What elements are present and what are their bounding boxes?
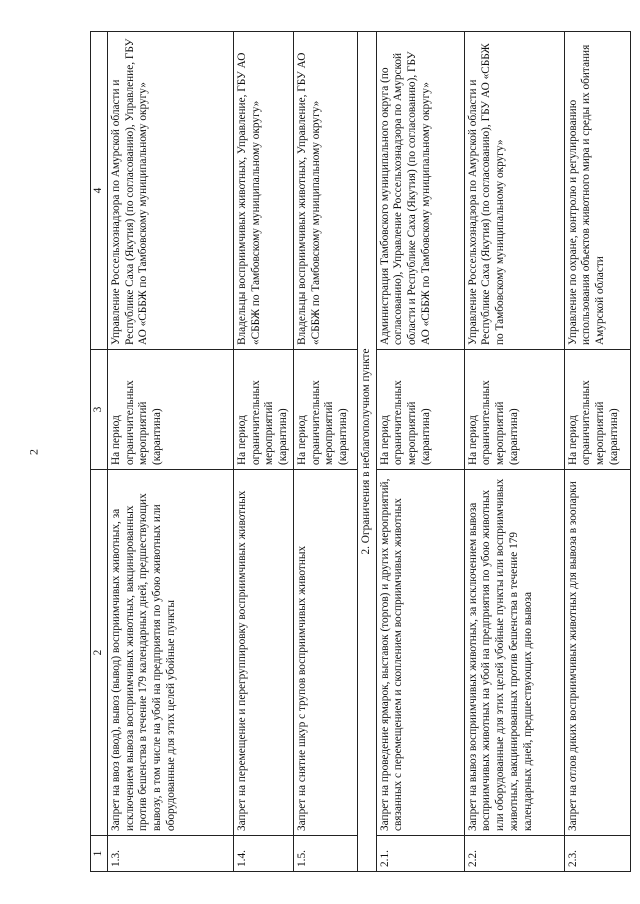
- row-number: 2.2.: [464, 836, 564, 872]
- measure-cell: Запрет на снятие шкур с трупов восприимчивых животных: [293, 470, 357, 836]
- header-cell-period: 3: [91, 350, 108, 470]
- period-cell: На период ограничительных мероприятий (карантина): [233, 350, 293, 470]
- table-row: [464, 32, 564, 872]
- period-cell: На период ограничительных мероприятий (карантина): [464, 350, 564, 470]
- measures-table: [90, 31, 631, 872]
- header-cell-measure: 2: [91, 470, 108, 836]
- period-cell: На период ограничительных мероприятий (карантина): [376, 350, 464, 470]
- measure-cell: Запрет на вывоз восприимчивых животных, за исключением вывоза восприимчивых животных на убой на предприятия по убою животных или оборудованные для этих целей убойные пункты или восприимчивых животных, вакцинированных против бешенства в течение 179 календарных дней, предшествующих дню вывоза: [464, 470, 564, 836]
- rotated-table-container: [90, 32, 630, 872]
- section-title: 2. Ограничения в неблагополучном пункте: [357, 32, 376, 872]
- period-cell: На период ограничительных мероприятий (карантина): [564, 350, 630, 470]
- table-row: [233, 32, 293, 872]
- table-row: [293, 32, 357, 872]
- table-row: [376, 32, 464, 872]
- row-number: 2.3.: [564, 836, 630, 872]
- period-cell: На период ограничительных мероприятий (карантина): [107, 350, 233, 470]
- responsible-cell: Администрация Тамбовского муниципального округа (по согласованию), Управление Россельхознадзора по Амурской области и Республике Саха (Якутия) (по согласованию), ГБУ АО «СББЖ по Тамбовскому муниципальному округу»: [376, 32, 464, 350]
- responsible-cell: Управление Россельхознадзора по Амурской области и Республике Саха (Якутия) (по согласованию), Управление, ГБУ АО «СББЖ по Тамбовскому муниципальному округу»: [107, 32, 233, 350]
- row-number: 1.4.: [233, 836, 293, 872]
- table-row: [564, 32, 630, 872]
- row-number: 1.3.: [107, 836, 233, 872]
- measure-cell: Запрет на проведение ярмарок, выставок (торгов) и других мероприятий, связанных с перемещением и скоплением восприимчивых животных: [376, 470, 464, 836]
- measure-cell: Запрет на перемещение и перегруппировку восприимчивых животных: [233, 470, 293, 836]
- header-cell-responsible: 4: [91, 32, 108, 350]
- measure-cell: Запрет на отлов диких восприимчивых животных для вывоза в зоопарки: [564, 470, 630, 836]
- responsible-cell: Владельцы восприимчивых животных, Управление, ГБУ АО «СББЖ по Тамбовскому муниципальному округу»: [293, 32, 357, 350]
- section-row: [357, 32, 376, 872]
- row-number: 2.1.: [376, 836, 464, 872]
- responsible-cell: Управление по охране, контролю и регулированию использования объектов животного мира и среды их обитания Амурской области: [564, 32, 630, 350]
- page-number: 2: [26, 449, 41, 455]
- measure-cell: Запрет на ввоз (ввод), вывоз (вывод) восприимчивых животных, за исключением вывоза восприимчивых животных, вакцинированных против бешенства в течение 179 календарных дней, предшествующих вывозу, в том числе на убой на предприятия по убою животных или оборудованные для этих целей убойные пункты: [107, 470, 233, 836]
- header-row: [91, 32, 108, 872]
- table-row: [107, 32, 233, 872]
- responsible-cell: Владельцы восприимчивых животных, Управление, ГБУ АО «СББЖ по Тамбовскому муниципальному округу»: [233, 32, 293, 350]
- responsible-cell: Управление Россельхознадзора по Амурской области и Республике Саха (Якутия) (по согласованию), ГБУ АО «СББЖ по Тамбовскому муниципальному округу»: [464, 32, 564, 350]
- row-number: 1.5.: [293, 836, 357, 872]
- header-cell-num: 1: [91, 836, 108, 872]
- period-cell: На период ограничительных мероприятий (карантина): [293, 350, 357, 470]
